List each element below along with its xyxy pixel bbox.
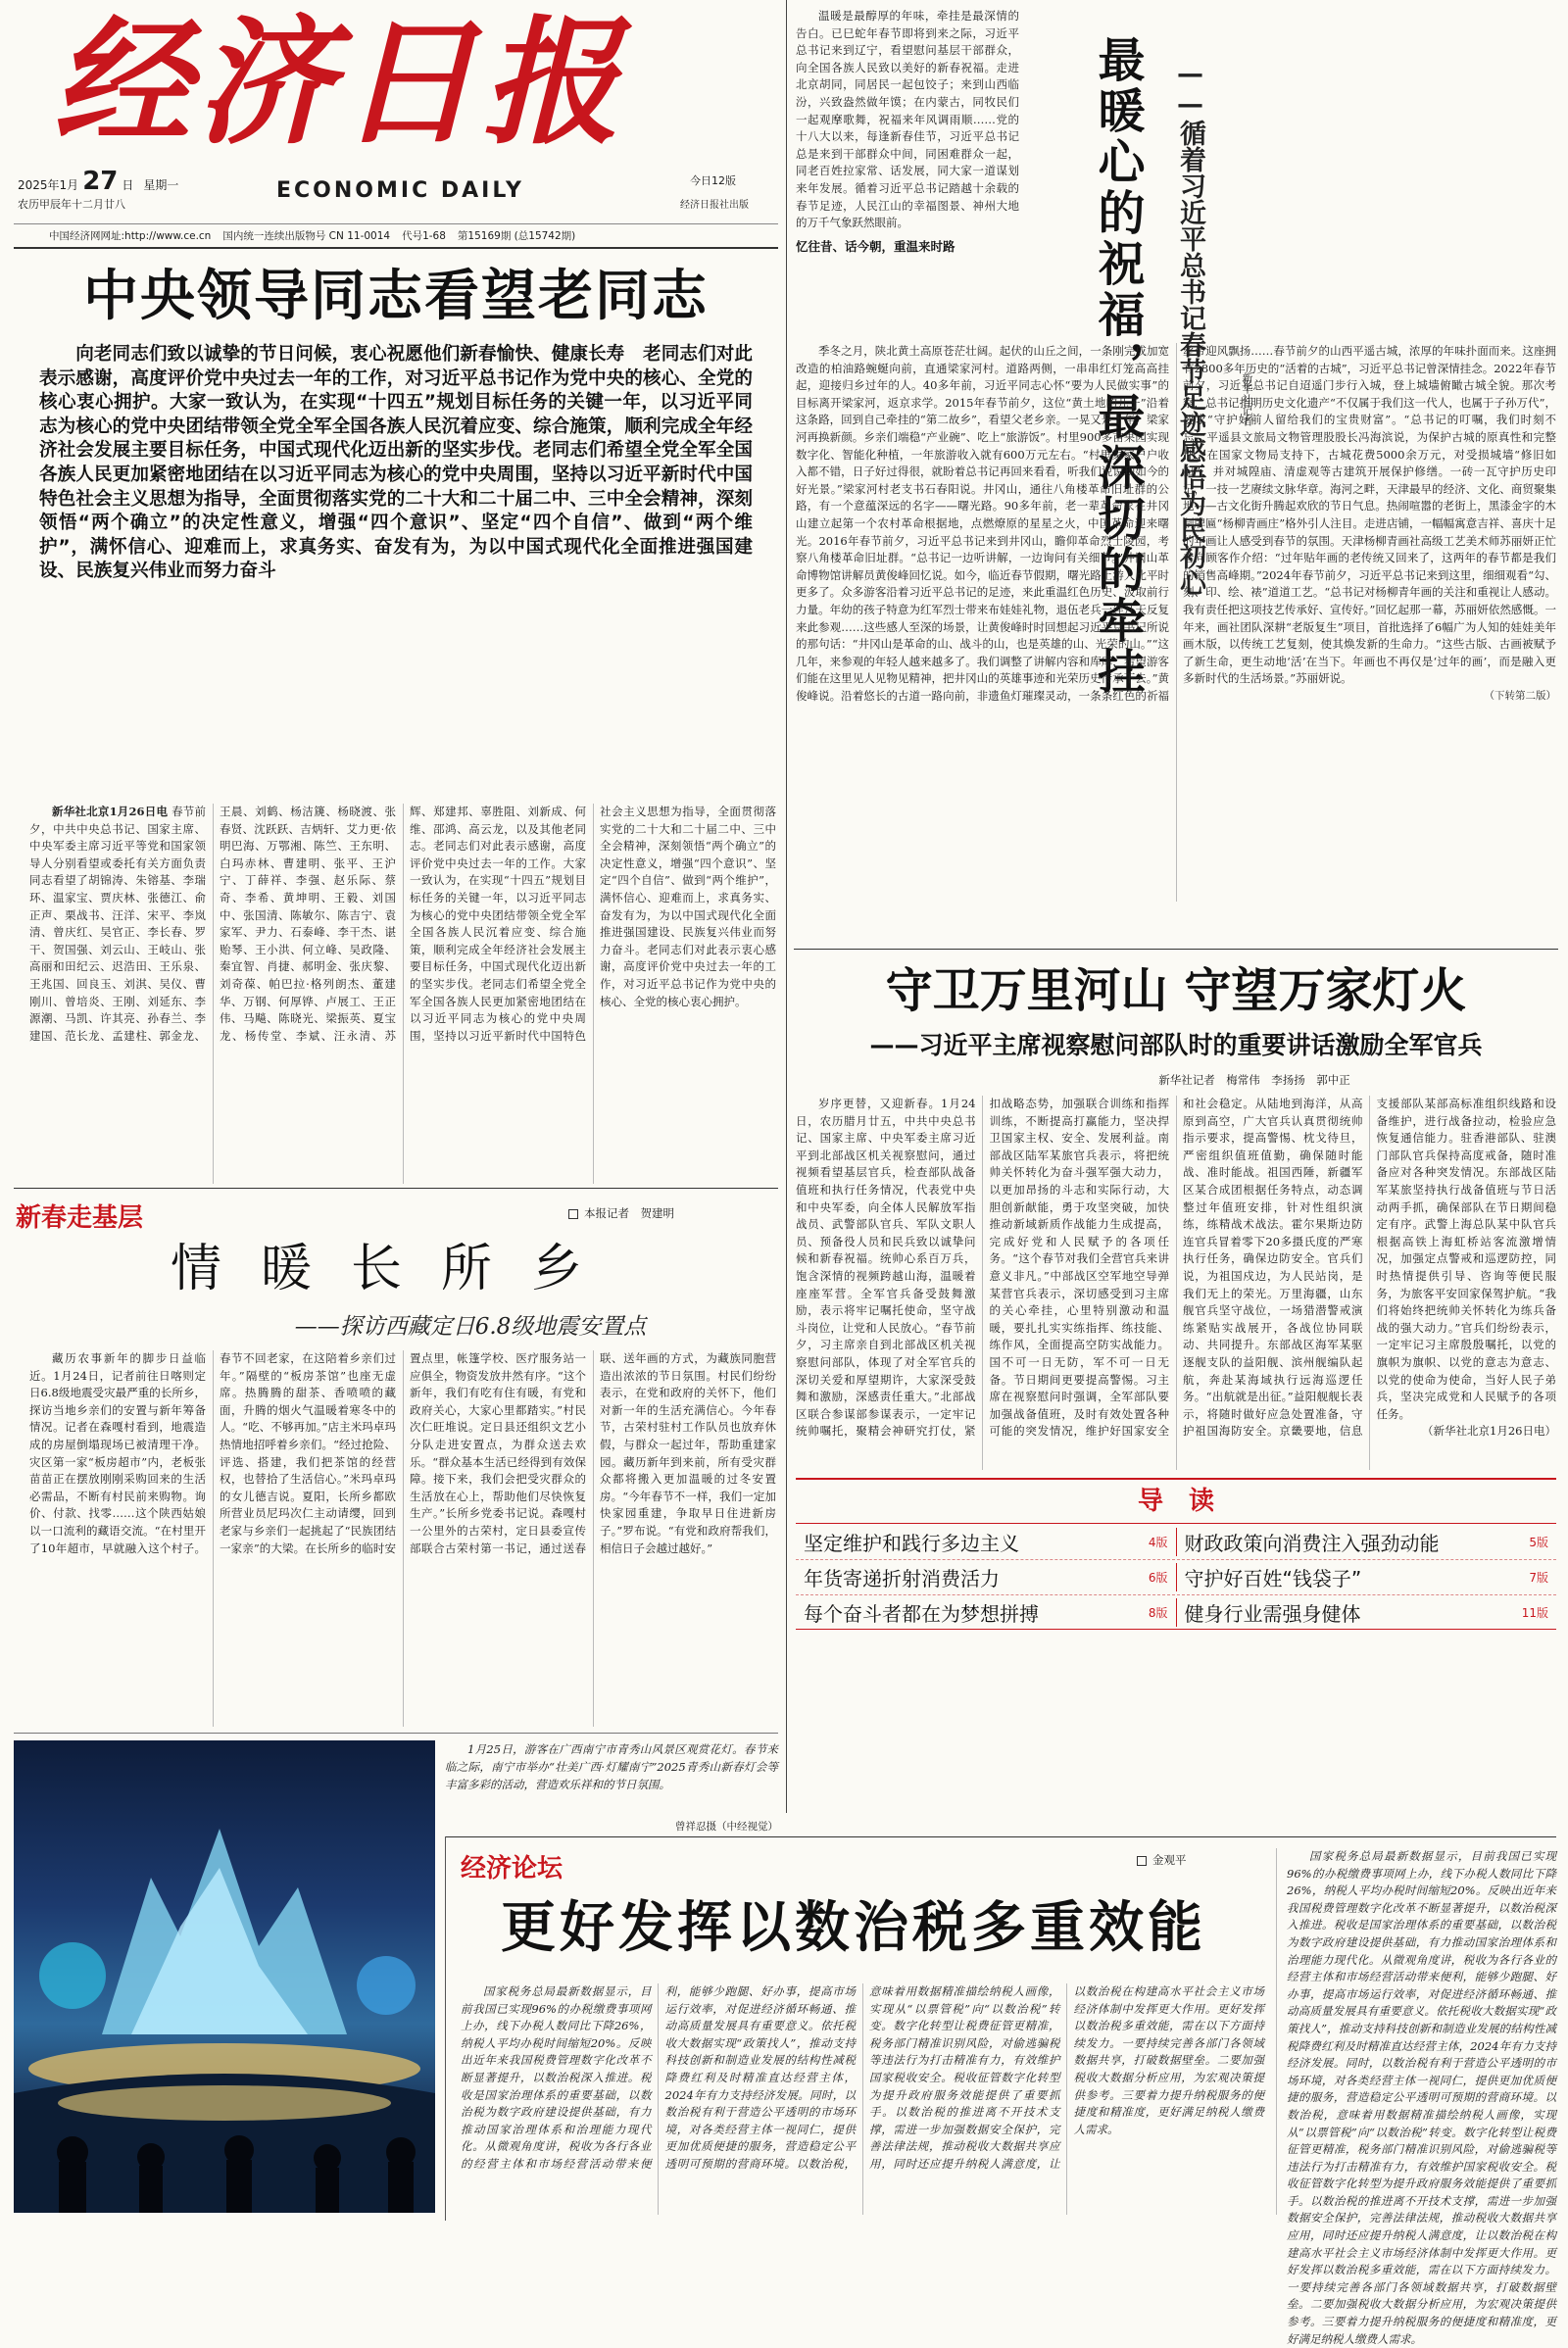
feature-subtitle: ——循着习近平总书记春节足迹感悟为民初心 (1175, 59, 1205, 596)
forum-body-side: 国家税务总局最新数据显示，目前我国已实现96%的办税缴费事项网上办，线下办税人数同比下降26%，纳税人平均办税时间缩短20%。反映出近年来我国税费管理数字化改革不断显著提升，以数治税深入推进。税收是国家治理体系的重要基础，以数治税为数字政府建设提供基础，有力推动国家治理体系和治理能力现代化。从微观角度讲，税收为各行各业的经营主体和市场经营活动带来便利，能够少跑腿、好办事，提高市场运行效率，对促进经济循环畅通、推动高质量发展具有重要意义。依托税收大数据实现“政策找人”，推动支持科技创新和制造业发展的结构性减税降费红利及时精准直达经营主体，2024年有力支持经济发展。同时，以数治税有利于营造公平透明的市场环境，对各类经营主体一视同仁，提供更加优质便捷的服务，营造稳定公平透明可预期的营商环境。以数治税，意味着用数据精准描绘纳税人画像，实现从“以票管税”向“以数治税”转变。数字化转型让税费征管更精准，税务部门精准识别风险，对偷逃骗税等违法行为打击精准有力，有效维护国家税收安全。税收征管数字化转型为提升政府服务效能提供了重要抓手。以数治税的推进离不开技术支撑，需进一步加强数据安全保护，完善法律法规，推动税收大数据共享应用，同时还应提升纳税人满意度，让以数治税在构建高水平社会主义市场经济体制中发挥更大作用。更好发挥以数治税多重效能，需在以下方面持续发力。一要持续完善各部门各领域数据共享，打破数据壁垒。二要加强税收大数据分析应用，为宏观决策提供参考。三要着力提升纳税服务的便捷度和精准度，更好满足纳税人缴费人需求。 (1287, 1849, 1556, 2346)
index-title: 导 读 (1137, 1487, 1214, 1516)
index-box (796, 1478, 1556, 1825)
masthead (14, 4, 778, 227)
tibet-body: 藏历农事新年的脚步日益临近。1月24日，记者前往日喀则定日6.8级地震受灾最严重的长所乡，探访当地乡亲们的安置与新年筹备情况。记者在森嘎村看到，地震造成的房屋倒塌现场已被清理干净。灾区第一家“板房超市”内，老板张苗苗正在摆放刚刚采购回来的生活必需品，不断有村民前来购物。询价、付款、找零……这个陕西姑娘以一口流利的藏语交流。“在村里开了10年超市，早就融入这个村子。春节不回老家，在这陪着乡亲们过年。”隔壁的“板房茶馆”也座无虚席。热腾腾的甜茶、香喷喷的藏面，升腾的烟火气温暖着寒冬中的人。“吃、不够再加。”店主米玛卓玛热情地招呼着乡亲们。“经过抢险、评选、搭建，我们把茶馆的经营权，也替拾了生活信心。”米玛卓玛的女儿德吉说。夏阳，长所乡都欧所营业员尼玛次仁主动请缨，回到老家与乡亲们一起挑起了“民族团结一家亲”的大梁。在长所乡的临时安置点里，帐篷学校、医疗服务站一应俱全，物资发放井然有序。“这个新年，我们有吃有住有暖，有党和政府关心，大家心里都踏实。”村民次仁旺堆说。定日县还组织文艺小分队走进安置点，为群众送去欢乐。“群众基本生活已经得到有效保障。接下来，我们会把受灾群众的生活放在心上，帮助他们尽快恢复生产。”长所乡党委书记说。森嘎村一公里外的古荣村，定日县委宣传部联合古荣村第一书记，通过送春联、送年画的方式，为藏族同胞营造出浓浓的节日氛围。村民们纷纷表示，在党和政府的关怀下，他们对新一年的生活充满信心。今年春节，古荣村驻村工作队员也放弃休假，与群众一起过年，帮助重建家园。藏历新年到来前，所有受灾群众都将搬入更加温暖的过冬安置房。“今年春节不一样，我们一定加快家园重建，争取早日住进新房子。”罗布说。“有党和政府帮我们，相信日子会越过越好。” (29, 1351, 776, 1555)
index-item-label: 坚定维护和践行多边主义 (804, 1531, 1019, 1555)
lantern-festival-photo (14, 1740, 435, 2213)
index-item-page: 6版 (1148, 1571, 1168, 1585)
issue-number: 第15169期 (总15742期) (457, 230, 576, 242)
index-item-2[interactable] (1176, 1528, 1557, 1556)
feature-continue: （下转第二版） (1484, 689, 1556, 702)
forum-byline-text: 金观平 (1152, 1853, 1187, 1867)
lead-headline: 中央领导同志看望老同志 (83, 265, 709, 328)
index-item-4[interactable] (1176, 1563, 1557, 1591)
index-item-label: 守护好百姓“钱袋子” (1184, 1567, 1362, 1590)
index-item-page: 7版 (1529, 1571, 1548, 1585)
lantern-illustration (14, 1740, 435, 2213)
page-count: 今日12版 (690, 174, 736, 187)
index-item-label: 每个奋斗者都在为梦想拼搏 (804, 1601, 1039, 1626)
tibet-byline (568, 1205, 774, 1223)
lead-body (29, 804, 776, 1184)
index-item-page: 8版 (1148, 1605, 1168, 1620)
tibet-headline: 情暖长所乡 (170, 1240, 621, 1298)
photo-caption: 1月25日，游客在广西南宁市青秀山风景区观赏花灯。春节来临之际，南宁市举办“壮美广西·灯耀南宁”2025青秀山新春灯会等丰富多彩的活动，营造欢乐祥和的节日氛围。 (445, 1742, 778, 1791)
index-item-page: 11版 (1521, 1605, 1548, 1620)
date-suffix: 日 (122, 178, 134, 192)
tibet-body-column (29, 1350, 776, 1727)
registration-line (49, 228, 778, 244)
index-item-label: 健身行业需强身健体 (1184, 1601, 1361, 1626)
index-item-label: 年货寄递折射消费活力 (804, 1567, 1000, 1590)
forum-headline: 更好发挥以数治税多重效能 (501, 1896, 1206, 1960)
feature-byline: 新华社记者 (1241, 372, 1253, 426)
military-byline: 新华社记者 梅常伟 李扬扬 郭中正 (1158, 1073, 1350, 1087)
index-item-1[interactable] (796, 1528, 1176, 1556)
feature-body: 季冬之月，陕北黄土高原苍茫壮阔。起伏的山丘之间，一条刚完成加宽改造的柏油路蜿蜒向前，直通梁家河村。道路两侧，一串串红灯笼高高挂起，迎接归乡过年的人。40多年前，习近平同志心怀“要为人民做实事”的目标离开梁家河，返京求学。2015年春节前夕，这位“黄土地的儿子”沿着这条路，回到自己牵挂的“第二故乡”，看望父老乡亲。一晃又是十年，梁家河再换新颜。乡亲们端稳“产业碗”、吃上“旅游饭”。村里900多亩果园实现数字化、智能化种植，一年旅游收入就有600万元左右。“村里家家户户收入都不错，日子好过得很，就盼着总书记再回来看看，听我们说说现如今的好光景。”梁家河村老支书石春阳说。井冈山，通往八角楼革命旧址群的公路，有一个意蕴深远的名字——曙光路。90多年前，老一辈革命家在井冈山建立起第一个农村革命根据地，点燃燎原的星星之火，中国革命迎来曙光。2016年春节前夕，习近平总书记来到井冈山，瞻仰革命烈士陵园，考察八角楼革命旧址群。“总书记一边听讲解，一边询问有关细节。”井冈山革命博物馆讲解员黄俊峰回忆说。如今，临近春节假期，曙光路上游人比平时更多了。众多游客沿着习近平总书记的足迹，来此重温红色历史、汲取前行力量。年幼的孩子特意为红军烈士带来布娃娃礼物，退伍老兵一连几天反复来此参观……这些感人至深的场景，让黄俊峰时时回想起习近平总书记所说的那句话：“井冈山是革命的山、战斗的山，也是英雄的山、光荣的山。”“这几年，来参观的年轻人越来越多了。我们调整了讲解内容和库库，希望游客们能在这里见人见物见精神，把井冈山的英雄事迹和光荣历史传承下去。”黄俊峰说。沿着悠长的古道一路向前，非遗鱼灯璀璨灵动，一条条红色的祈福丝带迎风飘扬……春节前夕的山西平遥古城，浓厚的年味扑面而来。这座拥有2800多年历史的“活着的古城”，习近平总书记曾深情挂念。2022年春节前夕，习近平总书记自迢遥门步行入城，登上城墙俯瞰古城全貌。那次考察，总书记指明历史文化遗产“不仅属于我们这一代人，也属于子孙万代”，要求“守护好前人留给我们的宝贵财富”。“总书记的叮嘱，我们时刻不忘。”平遥县文旅局文物管理股股长冯海滨说，为保护古城的原真性和完整性，在国家文物局支持下，古城花费5000余万元，对受损城墙“修旧如旧”，并对城隍庙、清虚观等古建筑开展保护修缮。一砖一瓦守护历史印记，一技一艺赓续文脉华章。海河之畔，天津最早的经济、文化、商贸聚集地——古文化街升腾起欢欣的节日气息。热闹喧嚣的老街上，黑漆金字的木制牌匾“杨柳青画庄”格外引人注目。走进店铺，一幅幅寓意吉祥、喜庆十足的年画让人感受到春节的氛围。天津杨柳青画社高级工艺美术师苏丽妍正忙着向顾客作介绍：“过年贴年画的老传统又回来了，这两年的春节都是我们的销售高峰期。”2024年春节前夕，习近平总书记来到这里，细细观看“勾、刻、印、绘、裱”道道工艺。“总书记对杨柳青年画的关注和重视让人感动。我有责任把这项技艺传承好、宣传好。”回忆起那一幕，苏丽妍依然感慨。一年来，画社团队深耕“老版复生”项目，首批选择了6幅广为人知的娃娃美年画木版，以传统工艺复刻，使其焕发新的生命力。“这些古版、古画被赋予了新生命，更生动地‘活’在当下。年画也不再仅是‘过年的画’，而是融入更多新时代的生活场景。”苏丽妍说。 (796, 344, 1556, 703)
forum-body-column (461, 1983, 1264, 2215)
feature-body-column (796, 343, 1556, 902)
forum-body: 国家税务总局最新数据显示，目前我国已实现96%的办税缴费事项网上办，线下办税人数同比下降26%，纳税人平均办税时间缩短20%。反映出近年来我国税费管理数字化改革不断显著提升，以数治税深入推进。税收是国家治理体系的重要基础，以数治税为数字政府建设提供基础，有力推动国家治理体系和治理能力现代化。从微观角度讲，税收为各行各业的经营主体和市场经营活动带来便利，能够少跑腿、好办事，提高市场运行效率，对促进经济循环畅通、推动高质量发展具有重要意义。依托税收大数据实现“政策找人”，推动支持科技创新和制造业发展的结构性减税降费红利及时精准直达经营主体，2024年有力支持经济发展。同时，以数治税有利于营造公平透明的市场环境，对各类经营主体一视同仁，提供更加优质便捷的服务，营造稳定公平透明可预期的营商环境。以数治税，意味着用数据精准描绘纳税人画像，实现从“以票管税”向“以数治税”转变。数字化转型让税费征管更精准，税务部门精准识别风险，对偷逃骗税等违法行为打击精准有力，有效维护国家税收安全。税收征管数字化转型为提升政府服务效能提供了重要抓手。以数治税的推进离不开技术支撑，需进一步加强数据安全保护，完善法律法规，推动税收大数据共享应用，同时还应提升纳税人满意度，让以数治税在构建高水平社会主义市场经济体制中发挥更大作用。更好发挥以数治税多重效能，需在以下方面持续发力。一要持续完善各部门各领域数据共享，打破数据壁垒。二要加强税收大数据分析应用，为宏观决策提供参考。三要着力提升纳税服务的便捷度和精准度，更好满足纳税人缴费人需求。 (461, 1984, 1264, 2171)
military-ending: （新华社北京1月26日电） (1422, 1424, 1556, 1439)
date-prefix: 2025年1月 (18, 178, 79, 192)
feature-section-title: 忆往昔、话今朝，重温来时路 (796, 238, 956, 254)
military-headline: 守卫万里河山 守望万家灯火 (885, 963, 1467, 1018)
index-item-6[interactable] (1176, 1598, 1557, 1627)
byline-box-icon (568, 1209, 578, 1219)
lead-body-text: 春节前夕，中共中央总书记、国家主席、中央军委主席习近平等党和国家领导人分别看望或委托有关方面负责同志看望了胡锦涛、朱镕基、李瑞环、温家宝、贾庆林、张德江、俞正声、栗战书、汪洋、宋平、李岚清、曾庆红、吴官正、李长春、罗干、贺国强、刘云山、王岐山、张高丽和田纪云、迟浩田、王乐泉、王兆国、回良玉、刘淇、吴仪、曹刚川、曾培炎、王刚、刘延东、李源潮、马凯、许其亮、孙春兰、李建国、范长龙、孟建柱、郭金龙、王晨、刘鹤、杨洁篪、杨晓渡、张春贤、沈跃跃、吉炳轩、艾力更·依明巴海、万鄂湘、陈竺、王东明、白玛赤林、曹建明、张平、王沪宁、丁薛祥、李强、赵乐际、蔡奇、李希、黄坤明、王毅、刘国中、张国清、陈敏尔、陈吉宁、袁家军、尹力、石泰峰、李干杰、谌贻琴、王小洪、何立峰、吴政隆、秦宜智、肖捷、郝明金、张庆黎、刘奇葆、帕巴拉·格列朗杰、董建华、万钢、何厚铧、卢展工、王正伟、马飚、陈晓光、梁振英、夏宝龙、杨传堂、李斌、汪永清、苏辉、郑建邦、辜胜阻、刘新成、何维、邵鸿、高云龙，以及其他老同志。老同志们对此表示感谢，高度评价党中央过去一年的工作。大家一致认为，在实现“十四五”规划目标任务的关键一年，以习近平同志为核心的党中央团结带领全党全军全国各族人民沉着应变、综合施策，顺利完成全年经济社会发展主要目标任务，中国式现代化迈出新的坚实步伐。老同志们希望全党全军全国各族人民更加紧密地团结在以习近平同志为核心的党中央周围，坚持以习近平新时代中国特色社会主义思想为指导，全面贯彻落实党的二十大和二十届二中、三中全会精神，深刻领悟“两个确立”的决定性意义，增强“四个意识”、坚定“四个自信”、做到“两个维护”，满怀信心、迎难而上，求真务实、奋发有为，为以中国式现代化全面推进强国建设、民族复兴伟业而努力奋斗。老同志们对此表示衷心感谢，高度评价党中央过去一年的工作，对习近平总书记作为党中央的核心、全党的核心衷心拥护。 (29, 805, 776, 1043)
weekday: 星期一 (143, 178, 179, 192)
lead-summary: 向老同志们致以诚挚的节日问候，衷心祝愿他们新春愉快、健康长寿 老同志们对此表示感谢，高度评价党中央过去一年的工作，对习近平总书记作为党中央的核心、全党的核心衷心拥护。大家一致认为，在实现“十四五”规划目标任务的关键一年，以习近平同志为核心的党中央团结带领全党全军全国各族人民沉着应变、综合施策，顺利完成全年经济社会发展主要目标任务，中国式现代化迈出新的坚实步伐。老同志们希望全党全军全国各族人民更加紧密地团结在以习近平同志为核心的党中央周围，坚持以习近平新时代中国特色社会主义思想为指导，全面贯彻落实党的二十大和二十届二中、三中全会精神，深刻领悟“两个确立”的决定性意义，增强“四个意识”、坚定“四个自信”、做到“两个维护”，满怀信心、迎难而上，求真务实、奋发有为，为以中国式现代化全面推进强国建设、民族复兴伟业而努力奋斗 (39, 344, 753, 582)
feature-headline: 最暖心的祝福，最深切的牵挂 (1090, 35, 1145, 698)
publisher: 经济日报社出版 (680, 200, 749, 211)
postal-code: 代号1-68 (402, 230, 446, 242)
index-item-label: 财政政策向消费注入强劲动能 (1184, 1531, 1440, 1555)
index-item-3[interactable] (796, 1563, 1176, 1591)
english-title: ECONOMIC DAILY (276, 178, 524, 203)
column-tag-grassroots: 新春走基层 (16, 1203, 144, 1233)
index-item-page: 4版 (1148, 1535, 1168, 1549)
tibet-subtitle: ——探访西藏定日6.8级地震安置点 (294, 1314, 647, 1340)
newspaper-title: 经济日报 (53, 3, 626, 164)
military-subtitle: ——习近平主席视察慰问部队时的重要讲话激励全军官兵 (869, 1031, 1483, 1059)
tibet-byline-text: 本报记者 贺建明 (584, 1206, 674, 1220)
website: 中国经济网网址:http://www.ce.cn (49, 230, 212, 242)
index-item-page: 5版 (1529, 1535, 1548, 1549)
date-day: 27 (82, 167, 119, 196)
military-body-column (796, 1096, 1556, 1470)
lunar-date: 农历甲辰年十二月廿八 (18, 198, 125, 211)
lead-dateline: 新华社北京1月26日电 (52, 805, 169, 818)
byline-box-icon (1137, 1856, 1147, 1866)
column-tag-forum: 经济论坛 (461, 1854, 564, 1883)
issn: 国内统一连续出版物号 CN 11-0014 (222, 230, 391, 242)
date-line (18, 167, 178, 196)
forum-side-column (1276, 1848, 1556, 2346)
forum-byline (1137, 1852, 1254, 1870)
photo-credit: 曾祥忍摄（中经视觉） (675, 1821, 778, 1833)
military-body: 岁序更替，又迎新春。1月24日，农历腊月廿五，中共中央总书记、国家主席、中央军委主席习近平到北部战区机关视察慰问，通过视频看望基层官兵，检查部队战备值班和执行任务情况，代表党中央和中央军委，向全体人民解放军指战员、武警部队官兵、军队文职人员、预备役人员和民兵致以诚挚问候和新春祝福。统帅心系百万兵，饱含深情的视频跨越山海，温暖着座座军营。全军官兵备受鼓舞激励，表示将牢记嘱托使命，坚守战斗岗位，让党和人民放心。“春节前夕，习主席亲自到北部战区机关视察慰问部队，体现了对全军官兵的深切关爱和厚望期许，大家深受鼓舞和激励，深感责任重大。”北部战区联合参谋部参谋表示，一定牢记统帅嘱托，聚精会神研究打仗，紧扣战略态势，加强联合训练和指挥训练，不断提高打赢能力，坚决捍卫国家主权、安全、发展利益。南部战区陆军某旅官兵表示，将把统帅关怀转化为奋斗强军强大动力，以更加昂扬的斗志和实际行动，大胆创新献能，勇于攻坚突破，加快推动新域新质作战能力生成提高，完成好党和人民赋予的各项任务。“这个春节对我们全营官兵来讲意义非凡。”中部战区空军地空导弹某营官兵表示，深切感受到习主席的关心牵挂，心里特别激动和温暖，要扎扎实实练指挥、练技能、练作风，全面提高空防实战能力。国不可一日无防，军不可一日无备。节日期间更要提高警惕。习主席在视察慰问时强调，全军部队要加强战备值班，及时有效处置各种可能的突发情况，维护好国家安全和社会稳定。从陆地到海洋，从高原到高空，广大官兵认真贯彻统帅指示要求，提高警惕、枕戈待旦，严密组织值班值勤，确保随时能战、准时能战。祖国西陲，新疆军区某合成团根据任务特点，动态调整过年值班安排，针对性组织演练，练精战术战法。霍尔果斯边防连官兵冒着零下20多摄氏度的严寒执行任务，确保边防安全。官兵们说，为祖国戍边，为人民站岗，是我们无上的荣光。万里海疆，山东舰官兵坚守战位，一场猎潜警戒演练紧贴实战展开，各战位协同联动、共同提升。东部战区海军某驱逐舰支队的益阳舰、滨州舰编队起航，奔赴某海域执行远海巡逻任务。“出航就是出征。”益阳舰舰长表示，将随时做好应急处置准备，守护祖国海防安全。京畿要地，信息支援部队某部高标准组织线路和设备维护，进行战备拉动，检验应急恢复通信能力。驻香港部队、驻澳门部队官兵保持高度戒备，随时准备应对各种突发情况。东部战区陆军某旅坚持执行战备值班与节日活动两手抓，确保部队在节日期间稳定有序。武警上海总队某中队官兵根据高铁上海虹桥站客流激增情况，加强定点警戒和巡逻防控，同时热情提供引导、咨询等便民服务，为旅客平安回家保驾护航。“我们将始终把统帅关怀转化为练兵备战的强大动力。”官兵们纷纷表示，一定牢记习主席殷殷嘱托，以党的旗帜为旗帜、以党的意志为意志、以党的使命为使命，当好人民子弟兵，坚决完成党和人民赋予的各项任务。 (796, 1097, 1556, 1439)
feature-intro: 温暖是最醇厚的年味，牵挂是最深情的告白。已巳蛇年春节即将到来之际，习近平总书记来到辽宁，看望慰问基层干部群众，向全国各族人民致以美好的新春祝福。走进北京胡同，同居民一起包饺子；来到山西临汾，兴致盎然做年馍；在内蒙古，同牧民们一起观摩歌舞，祝福来年风调雨顺……党的十八大以来，每逢新春佳节，习近平总书记总是来到干部群众中间，同困难群众一起，同老百姓拉家常、话发展，同大家一道谋划来年发展。循着习近平总书记踏越十余载的春节足迹，人民江山的幸福图景、神州大地的万千气象跃然眼前。 (796, 9, 1019, 230)
index-item-5[interactable] (796, 1598, 1176, 1627)
